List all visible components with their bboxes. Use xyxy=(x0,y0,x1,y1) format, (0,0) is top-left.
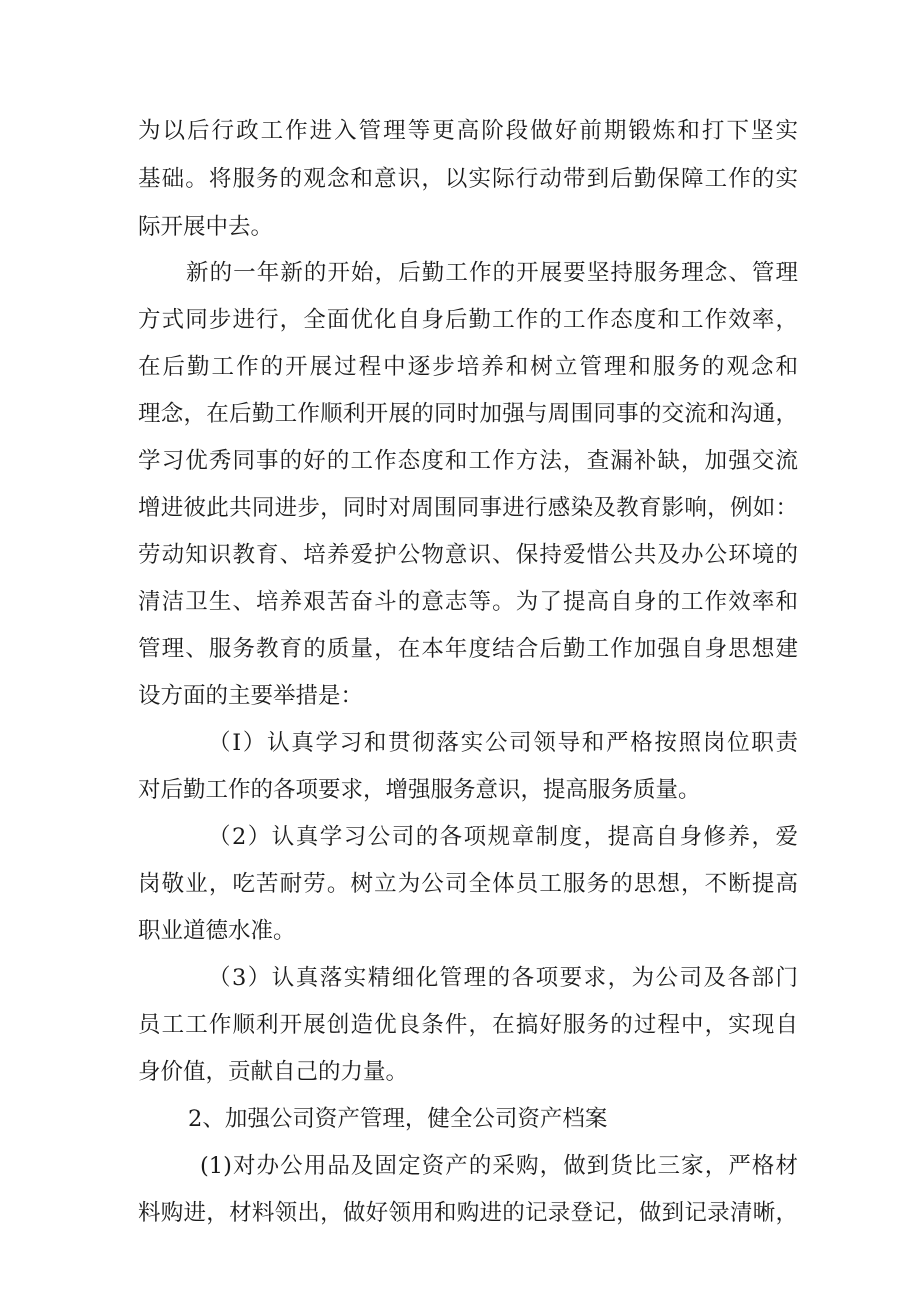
text-line: 增进彼此共同进步，同时对周围同事进行感染及教育影响，例如： xyxy=(138,495,798,521)
text-line: (1)对办公用品及固定资产的采购，做到货比三家，严格材 xyxy=(200,1153,798,1179)
text-line: 身价值，贡献自己的力量。 xyxy=(138,1059,409,1085)
text-line: （2）认真学习公司的各项规章制度，提高自身修养，爱 xyxy=(208,824,798,850)
text-line: 设方面的主要举措是： xyxy=(138,683,364,709)
text-line: 料购进，材料领出，做好领用和购进的记录登记，做到记录清晰， xyxy=(138,1200,798,1226)
text-line: 管理、服务教育的质量，在本年度结合后勤工作加强自身思想建 xyxy=(138,636,798,662)
section-heading: 2、加强公司资产管理，健全公司资产档案 xyxy=(188,1106,608,1132)
text-line: 为以后行政工作进入管理等更高阶段做好前期锻炼和打下坚实 xyxy=(138,118,798,144)
text-line: 在后勤工作的开展过程中逐步培养和树立管理和服务的观念和 xyxy=(138,354,798,380)
text-line: 学习优秀同事的好的工作态度和工作方法，查漏补缺，加强交流 xyxy=(138,448,798,474)
text-line: 清洁卫生、培养艰苦奋斗的意志等。为了提高自身的工作效率和 xyxy=(138,589,798,615)
text-line: （3）认真落实精细化管理的各项要求，为公司及各部门 xyxy=(208,965,798,991)
text-line: 员工工作顺利开展创造优良条件，在搞好服务的过程中，实现自 xyxy=(138,1012,798,1038)
text-line: 岗敬业，吃苦耐劳。树立为公司全体员工服务的思想，不断提高 xyxy=(138,871,798,897)
text-line: 理念，在后勤工作顺利开展的同时加强与周围同事的交流和沟通， xyxy=(138,401,798,427)
text-line: 职业道德水准。 xyxy=(138,918,296,944)
text-line: 基础。将服务的观念和意识，以实际行动带到后勤保障工作的实 xyxy=(138,166,798,192)
text-line: 对后勤工作的各项要求，增强服务意识，提高服务质量。 xyxy=(138,777,701,803)
text-line: （I）认真学习和贯彻落实公司领导和严格按照岗位职责 xyxy=(208,730,798,756)
text-line: 劳动知识教育、培养爱护公物意识、保持爱惜公共及办公环境的 xyxy=(138,542,798,568)
text-line: 际开展中去。 xyxy=(138,214,274,240)
text-line: 新的一年新的开始，后勤工作的开展要坚持服务理念、管理 xyxy=(186,260,798,286)
text-line: 方式同步进行，全面优化自身后勤工作的工作态度和工作效率， xyxy=(138,307,798,333)
